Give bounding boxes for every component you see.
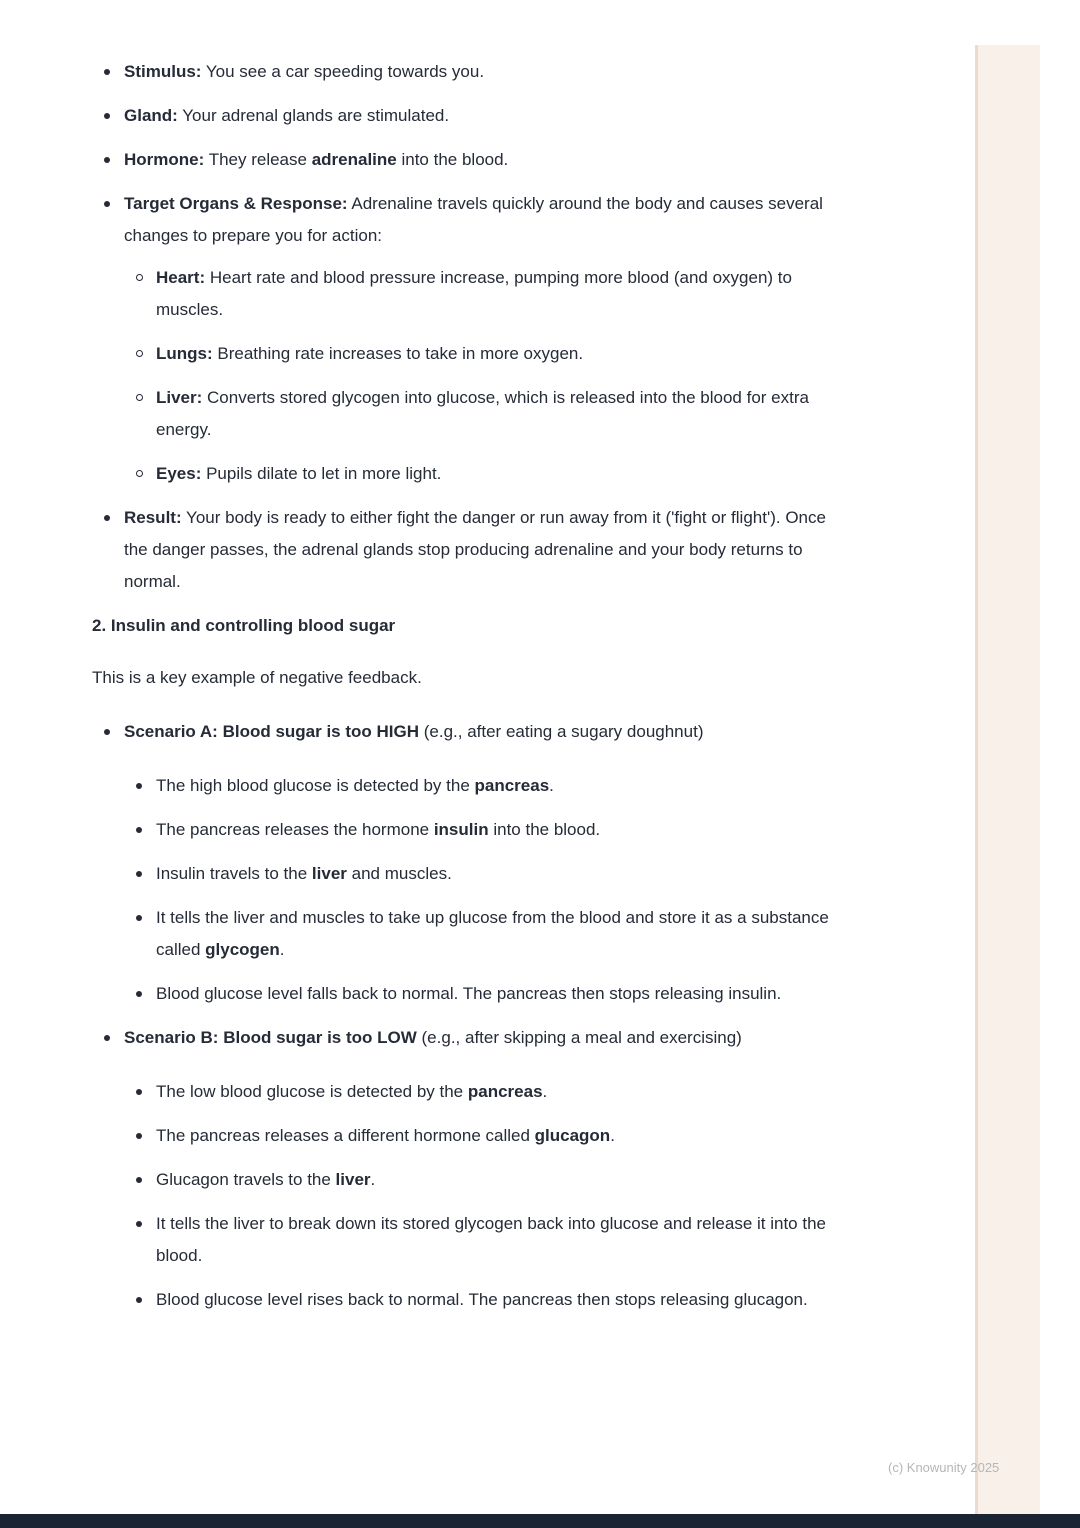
bullet-text <box>156 1170 375 1189</box>
bullet-text <box>156 1126 615 1145</box>
bullet-scenario-b-step-4 <box>124 1208 832 1272</box>
plain-text: Glucagon travels to the <box>156 1170 336 1189</box>
bullet-text <box>124 508 826 591</box>
bullet-text <box>124 150 508 169</box>
plain-text: Converts stored glycogen into glucose, which is released into the blood for extra energy. <box>156 388 809 439</box>
bullet-text <box>156 908 829 959</box>
plain-text: and muscles. <box>346 864 452 883</box>
plain-text: The high blood glucose is detected by the <box>156 776 475 795</box>
plain-text: Heart rate and blood pressure increase, pumping more blood (and oxygen) to muscles. <box>156 268 792 319</box>
plain-text: Breathing rate increases to take in more oxygen. <box>212 344 584 363</box>
plain-text: Your adrenal glands are stimulated. <box>177 106 450 125</box>
bold-text: Stimulus: <box>124 62 202 81</box>
bold-text: Scenario A: Blood sugar is too HIGH <box>124 722 420 741</box>
bold-text: glucagon <box>534 1126 611 1145</box>
plain-text: . <box>370 1170 376 1189</box>
plain-text: . <box>542 1082 548 1101</box>
plain-text: (e.g., after skipping a meal and exercising) <box>416 1028 742 1047</box>
bullet-scenario-b-step-5 <box>124 1284 832 1316</box>
bullet-text <box>156 1214 826 1265</box>
bold-text: liver <box>335 1170 371 1189</box>
plain-text: Insulin travels to the <box>156 864 312 883</box>
bold-text: Heart: <box>156 268 206 287</box>
bullet-scenario-a-step-3 <box>124 858 832 890</box>
blood-sugar-scenarios-list <box>92 716 832 1316</box>
bullet-text <box>156 1290 808 1309</box>
bullet-scenario-b-step-2 <box>124 1120 832 1152</box>
target-organs-sublist <box>124 262 832 490</box>
plain-text: Adrenaline travels quickly around the body and causes several changes to prepare you for action: <box>124 194 823 245</box>
intro-paragraph: This is a key example of negative feedback. <box>92 668 422 687</box>
bullet-scenario-a-step-4 <box>124 902 832 966</box>
plain-text: They release <box>204 150 312 169</box>
bullet-lungs <box>124 338 832 370</box>
plain-text: (e.g., after eating a sugary doughnut) <box>419 722 704 741</box>
bold-text: pancreas <box>467 1082 543 1101</box>
bullet-scenario-a-step-2 <box>124 814 832 846</box>
plain-text: Pupils dilate to let in more light. <box>201 464 442 483</box>
adrenaline-list <box>92 56 832 598</box>
plain-text: It tells the liver and muscles to take up glucose from the blood and store it as a substance called <box>156 908 829 959</box>
bullet-text <box>124 1028 742 1047</box>
bold-text: insulin <box>433 820 489 839</box>
bullet-liver <box>124 382 832 446</box>
bottom-navy-bar <box>0 1514 1080 1528</box>
bullet-text <box>156 344 583 363</box>
bold-text: Eyes: <box>156 464 202 483</box>
plain-text: Your body is ready to either fight the danger or run away from it ('fight or flight'). Once the danger passes, the adrenal glands stop producing adrenaline and your body returns to normal. <box>124 508 826 591</box>
plain-text: It tells the liver to break down its stored glycogen back into glucose and release it into the blood. <box>156 1214 826 1265</box>
bullet-text <box>124 62 484 81</box>
bullet-scenario-a-step-1 <box>124 770 832 802</box>
plain-text: . <box>549 776 554 795</box>
bold-text: Gland: <box>124 106 178 125</box>
bullet-target-organs <box>92 188 832 490</box>
plain-text: Blood glucose level falls back to normal. The pancreas then stops releasing insulin. <box>156 984 782 1003</box>
plain-text: You see a car speeding towards you. <box>201 62 485 81</box>
plain-text: The pancreas releases a different hormone called <box>156 1126 535 1145</box>
bold-text: Liver: <box>156 388 203 407</box>
bullet-text <box>156 776 554 795</box>
bullet-eyes <box>124 458 832 490</box>
plain-text: . <box>610 1126 615 1145</box>
bold-text: Lungs: <box>156 344 213 363</box>
bullet-scenario-b-step-3 <box>124 1164 832 1196</box>
bold-text: Target Organs & Response: <box>124 194 348 213</box>
bullet-gland <box>92 100 832 132</box>
bullet-heart <box>124 262 832 326</box>
scenario-b-sublist <box>124 1076 832 1316</box>
bullet-text <box>156 820 600 839</box>
watermark: (c) Knowunity 2025 <box>888 1460 1000 1475</box>
bullet-text <box>156 388 809 439</box>
bold-text: Hormone: <box>124 150 205 169</box>
plain-text: . <box>279 940 285 959</box>
bullet-scenario-a-step-5 <box>124 978 832 1010</box>
bullet-text <box>156 268 792 319</box>
plain-text: into the blood. <box>488 820 601 839</box>
bold-text: Scenario B: Blood sugar is too LOW <box>124 1028 417 1047</box>
bullet-text <box>124 106 449 125</box>
bold-text: glycogen <box>205 940 280 959</box>
scenario-a-sublist <box>124 770 832 1010</box>
bullet-scenario-b <box>92 1022 832 1316</box>
section-heading-insulin: 2. Insulin and controlling blood sugar <box>92 616 396 635</box>
document-content <box>92 56 832 1328</box>
bullet-text <box>156 984 781 1003</box>
bold-text: adrenaline <box>311 150 397 169</box>
plain-text: The pancreas releases the hormone <box>156 820 434 839</box>
bold-text: pancreas <box>474 776 550 795</box>
bold-text: Result: <box>124 508 182 527</box>
bullet-scenario-a <box>92 716 832 1010</box>
bullet-hormone <box>92 144 832 176</box>
plain-text: The low blood glucose is detected by the <box>156 1082 468 1101</box>
bullet-text <box>156 464 441 483</box>
page-edge-stripe <box>975 45 1040 1514</box>
plain-text: Blood glucose level rises back to normal. The pancreas then stops releasing glucagon. <box>156 1290 808 1309</box>
bullet-text <box>124 194 823 245</box>
bullet-result <box>92 502 832 598</box>
bullet-text <box>156 1082 547 1101</box>
bullet-stimulus <box>92 56 832 88</box>
bullet-scenario-b-step-1 <box>124 1076 832 1108</box>
bold-text: liver <box>311 864 347 883</box>
bullet-text <box>124 722 703 741</box>
bullet-text <box>156 864 452 883</box>
plain-text: into the blood. <box>396 150 509 169</box>
